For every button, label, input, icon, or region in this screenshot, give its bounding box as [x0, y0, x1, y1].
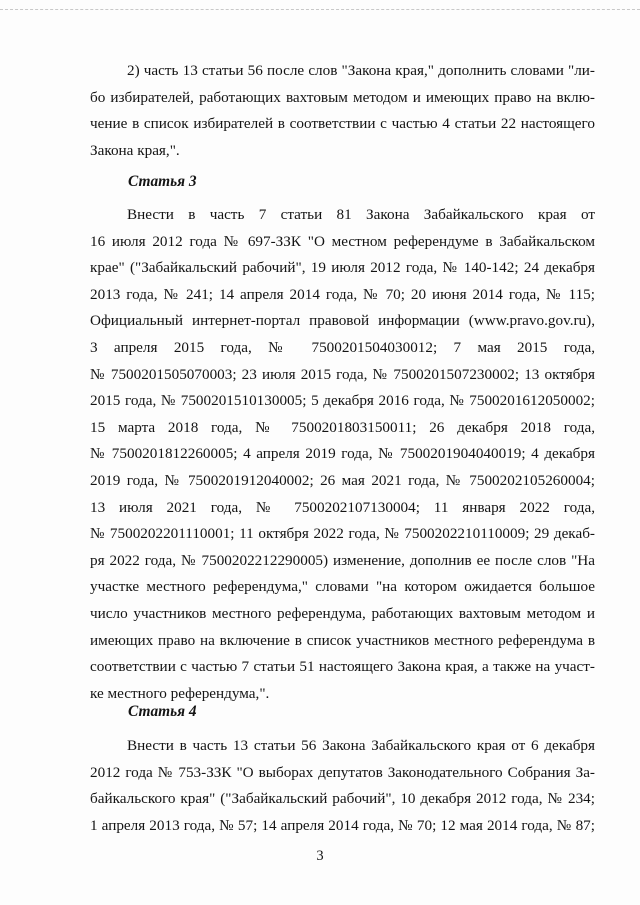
text-line: 3 апреля 2015 года, № 7500201504030012; 7 мая 2015 года,	[90, 338, 595, 356]
text-line: Официальный интернет-портал правовой информации (www.pravo.gov.ru),	[90, 312, 595, 330]
text-line: участке местного референдума," словами "на котором ожидается большое	[90, 578, 595, 596]
text-line: Закона края,".	[90, 141, 180, 159]
text-line: соответствии с частью 7 статьи 51 настоящего Закона края, а также на участ-	[90, 658, 595, 676]
paragraph-article-4-body	[90, 733, 595, 839]
text-line: № 7500202201110001; 11 октября 2022 года, № 7500202210110009; 29 декаб-	[90, 525, 595, 543]
text-line: № 7500201505070003; 23 июля 2015 года, № 7500201507230002; 13 октября	[90, 365, 595, 383]
text-line: 1 апреля 2013 года, № 57; 14 апреля 2014 года, № 70; 12 мая 2014 года, № 87;	[90, 816, 595, 834]
text-line: Внести в часть 7 статьи 81 Закона Забайкальского края от	[127, 206, 595, 223]
text-line: чение в список избирателей в соответствии с частью 4 статьи 22 настоящего	[90, 115, 595, 133]
text-line: байкальского края" ("Забайкальский рабочий", 10 декабря 2012 года, № 234;	[90, 790, 595, 808]
text-line: ря 2022 года, № 7500202212290005) изменение, дополнив ее после слов "На	[90, 551, 595, 569]
text-line: 2012 года № 753-ЗЗК "О выборах депутатов Законодательного Собрания За-	[90, 763, 595, 781]
text-line: 13 июля 2021 года, № 7500202107130004; 11 января 2022 года,	[90, 498, 595, 516]
text-line: 16 июля 2012 года № 697-ЗЗК "О местном референдуме в Забайкальском	[90, 232, 595, 250]
text-line: 2013 года, № 241; 14 апреля 2014 года, № 70; 20 июня 2014 года, № 115;	[90, 285, 595, 303]
text-line: число участников местного референдума, работающих вахтовым методом и	[90, 604, 595, 622]
paragraph-article-3-body	[90, 202, 595, 707]
paragraph-amendment-part-13	[90, 58, 595, 164]
page-number: 3	[316, 848, 324, 864]
text-line: бо избирателей, работающих вахтовым методом и имеющих право на вклю-	[90, 88, 595, 106]
text-line: ке местного референдума,".	[90, 684, 270, 702]
text-line: 2015 года, № 7500201510130005; 5 декабря 2016 года, № 7500201612050002;	[90, 392, 595, 410]
article-4-heading: Статья 4	[128, 703, 197, 720]
text-line: Внести в часть 13 статьи 56 Закона Забайкальского края от 6 декабря	[127, 737, 595, 754]
text-line: крае" ("Забайкальский рабочий", 19 июля 2012 года, № 140-142; 24 декабря	[90, 259, 595, 277]
text-line: имеющих право на включение в список участников местного референдума в	[90, 631, 595, 649]
text-line: 2) часть 13 статьи 56 после слов "Закона края," дополнить словами "ли-	[127, 62, 595, 79]
text-line: 15 марта 2018 года, № 7500201803150011; 26 декабря 2018 года,	[90, 418, 595, 436]
text-line: № 7500201812260005; 4 апреля 2019 года, № 7500201904040019; 4 декабря	[90, 445, 595, 463]
text-line: 2019 года, № 7500201912040002; 26 мая 2021 года, № 7500202105260004;	[90, 471, 595, 489]
top-edge-rule	[0, 9, 640, 10]
article-3-heading: Статья 3	[128, 173, 197, 190]
